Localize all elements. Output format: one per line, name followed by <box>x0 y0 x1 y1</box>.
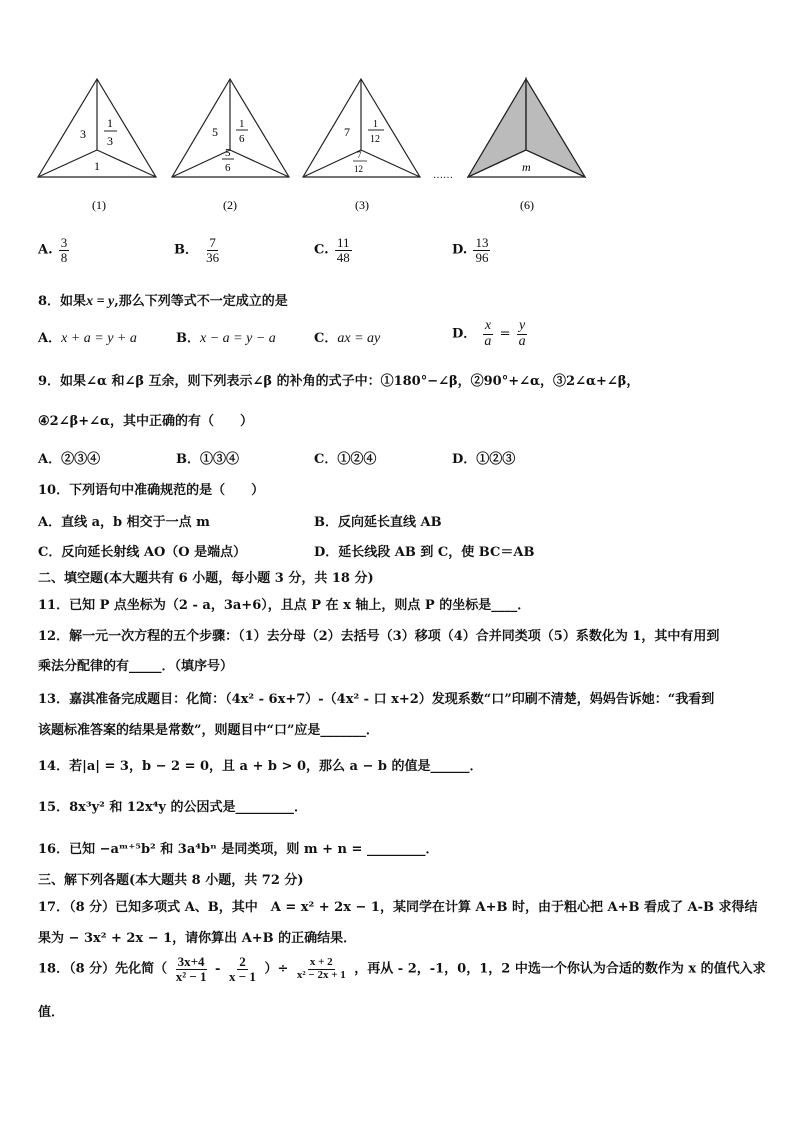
fig-label-1: (1) <box>92 198 106 212</box>
t3-right-den: 12 <box>370 134 380 145</box>
q13-line2: 该题标准答案的结果是常数”，则题目中“口”应是_______． <box>38 723 379 738</box>
q9-option-c: C．①②④ <box>314 452 377 467</box>
t6-bottom: m <box>522 160 531 174</box>
q8-d-left-frac: $\frac{x}{a}$ <box>484 318 492 349</box>
q14: 14．若|a| = 3，b − 2 = 0，且 a + b > 0，那么 a − b 的值是______． <box>38 759 483 774</box>
fig-label-6: (6) <box>520 198 534 212</box>
ellipsis: …… <box>433 170 453 181</box>
q12-line1: 12．解一元一次方程的五个步骤：（1）去分母（2）去括号（3）移项（4）合并同类项（5）系数化为 1，其中有用到 <box>38 629 720 644</box>
q7-a-frac: $\frac{3}{8}$ <box>60 235 68 265</box>
t2-bottom-num: 5 <box>225 147 231 159</box>
q8-option-a: A．x + a = y + a <box>38 331 137 346</box>
q7-d-frac: $\frac{13}{96}$ <box>475 235 489 265</box>
q11: 11．已知 P 点坐标为（2 - a，3a+6），且点 P 在 x 轴上，则点 P 的坐标是____． <box>38 598 531 613</box>
q12-line2: 乘法分配律的有_____．（填序号） <box>38 659 234 674</box>
q18-frac-3: $\frac{x + 2}{\text{x² − 2x + 1}}$ <box>296 956 346 981</box>
q9-option-b: B．①③④ <box>176 452 240 467</box>
q15: 15．8x³y² 和 12x⁴y 的公因式是_________． <box>38 800 307 815</box>
t1-left: 3 <box>80 127 86 141</box>
t3-right-num: 1 <box>373 119 378 130</box>
q9-option-d: D．①②③ <box>452 452 516 467</box>
triangle-2 <box>172 79 289 177</box>
t1-bottom: 1 <box>94 159 100 173</box>
q8-option-c: C．ax = ay <box>314 331 381 346</box>
q18-frac-2: $\frac{2}{x - 1}$ <box>228 954 256 984</box>
q10-option-d: D．延长线段 AB 到 C，使 BC＝AB <box>314 545 535 560</box>
q7-option-a: A. $\frac{3}{8}$ <box>38 235 68 265</box>
section-2-heading: 二、填空题(本大题共有 6 小题，每小题 3 分，共 18 分) <box>38 571 374 586</box>
fig-label-2: (2) <box>223 198 237 212</box>
q8-option-b: B．x − a = y − a <box>176 331 276 346</box>
t2-right-num: 1 <box>239 118 245 130</box>
q13-line1: 13．嘉淇准备完成题目：化简：（4x² - 6x+7）-（4x² - 口 x+2）发现系数“口”印刷不清楚，妈妈告诉她：“我看到 <box>38 692 715 707</box>
q10-stem: 10．下列语句中准确规范的是（ ） <box>38 483 265 498</box>
q9-stem-line2: ④2∠β+∠α，其中正确的有（ ） <box>38 414 254 429</box>
q8-stem: 8．如果x = y,那么下列等式不一定成立的是 <box>38 294 288 309</box>
q7-c-frac: $\frac{11}{48}$ <box>336 235 350 265</box>
triangle-3 <box>303 79 420 177</box>
q10-option-a: A．直线 a，b 相交于一点 m <box>38 515 210 530</box>
triangle-figures <box>0 70 794 220</box>
t1-right-num: 1 <box>107 116 113 130</box>
q18-frac-1: $\frac{3x+4}{\text{x² − 1}}$ <box>175 954 207 984</box>
q10-option-b: B．反向延长直线 AB <box>314 515 442 530</box>
q8-d-right-frac: $\frac{y}{a}$ <box>518 318 526 349</box>
t3-bottom-num: 7 <box>357 150 362 160</box>
t3-bottom-den: 12 <box>354 164 363 174</box>
t2-right-den: 6 <box>239 133 245 145</box>
q17-line1: 17．（8 分）已知多项式 A、B，其中 A = x² + 2x − 1，某同学在计算 A+B 时，由于粗心把 A+B 看成了 A-B 求得结 <box>38 900 758 915</box>
q7-b-frac: $\frac{7}{36}$ <box>206 235 220 265</box>
q17-line2: 果为 − 3x² + 2x − 1，请你算出 A+B 的正确结果． <box>38 931 357 946</box>
q18-line1: 18．（8 分）先化简（ $\frac{3x+4}{\text{x² − 1}}$ - $\frac{2}{x - 1}$ ）÷ $\frac{x + 2}{\text{x² − 2x + 1}}$ ，再从 - 2，-1，0，1，2 中选一个你认为合适的数作为 x 的值代入求 <box>38 954 766 984</box>
fig-label-3: (3) <box>355 198 369 212</box>
q7-option-b: B． $\frac{7}{36}$ <box>174 235 220 265</box>
section-3-heading: 三、解下列各题(本大题共 8 小题，共 72 分) <box>38 873 304 888</box>
q8-option-d: D． $\frac{x}{a}$ = $\frac{y}{a}$ <box>452 318 526 349</box>
t2-left: 5 <box>212 125 218 139</box>
t2-bottom-den: 6 <box>225 162 231 174</box>
t3-left: 7 <box>344 125 350 139</box>
q9-stem-line1: 9．如果∠α 和∠β 互余，则下列表示∠β 的补角的式子中：①180°−∠β，②90°+∠α，③2∠α+∠β， <box>38 374 640 389</box>
q7-option-d: D. $\frac{13}{96}$ <box>452 235 489 265</box>
q7-option-c: C. $\frac{11}{48}$ <box>314 235 350 265</box>
q18-line2: 值． <box>38 1005 65 1020</box>
q10-option-c: C．反向延长射线 AO（O 是端点） <box>38 545 247 560</box>
q16: 16．已知 −aᵐ⁺⁵b² 和 3a⁴bⁿ 是同类项，则 m + n = _________． <box>38 842 439 857</box>
q9-option-a: A．②③④ <box>38 452 101 467</box>
t1-right-den: 3 <box>107 134 113 148</box>
